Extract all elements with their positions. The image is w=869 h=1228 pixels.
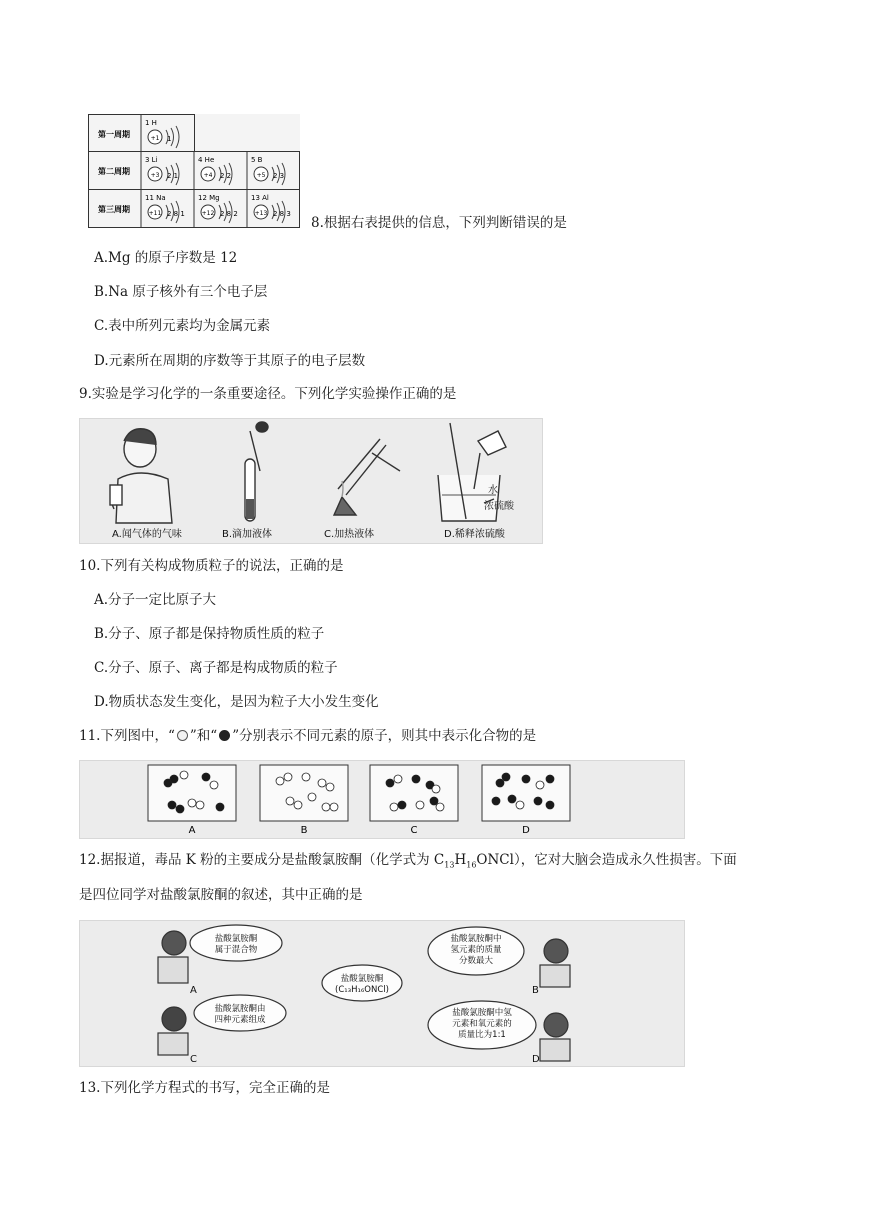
shell-electrons: 2 8 2 [220, 210, 238, 218]
bubble-c-line2: 四种元素组成 [214, 1015, 266, 1025]
black-atom [522, 775, 530, 783]
white-atom [302, 773, 310, 781]
label-acid: 浓硫酸 [484, 501, 514, 512]
white-atom [432, 785, 440, 793]
black-atom [412, 775, 420, 783]
black-atom [430, 797, 438, 805]
shell-electrons: 2 1 [167, 172, 179, 180]
white-atom [180, 771, 188, 779]
q8-option-a: A.Mg 的原子序数是 12 [94, 250, 238, 266]
q13-stem: 13.下列化学方程式的书写，完全正确的是 [79, 1080, 330, 1096]
shell-electrons: 2 8 3 [273, 210, 291, 218]
white-atom [516, 801, 524, 809]
white-atom [318, 779, 326, 787]
shell-electrons: 2 8 1 [167, 210, 185, 218]
nucleus-charge: +11 [148, 210, 162, 217]
student-label-a: A [190, 985, 197, 996]
box-label-a: A [188, 825, 196, 836]
row-label-3: 第三周期 [98, 205, 130, 214]
q8-stem: 8.根据右表提供的信息，下列判断错误的是 [311, 215, 567, 231]
label-water: 水 [488, 485, 498, 496]
q12-stem-line1: 12.据报道，毒品 K 粉的主要成分是盐酸氯胺酮（化学式为 $C_{13}H_{16}ONCl$），它对大脑会造成永久性损害。下面 [79, 852, 737, 870]
q11-stem: 11.下列图中，“ ”和“ ”分别表示不同元素的原子，则其中表示化合物的是 [79, 728, 537, 744]
q11-molecule-figure [79, 760, 685, 839]
shell-electrons: 1 [167, 135, 172, 143]
center-title: 盐酸氯胺酮 [340, 974, 384, 984]
bubble-a-line2: 属于混合物 [214, 945, 258, 955]
atom-label: 1 H [145, 119, 157, 127]
atom-label: 4 He [198, 156, 215, 164]
white-atom [188, 799, 196, 807]
black-atom [546, 775, 554, 783]
caption-b: B.滴加液体 [222, 529, 273, 540]
white-atom [330, 803, 338, 811]
bubble-c-line1: 盐酸氯胺酮由 [214, 1004, 266, 1014]
black-atom [168, 801, 176, 809]
nucleus-charge: +4 [203, 172, 213, 179]
q10-option-a: A.分子一定比原子大 [94, 592, 217, 608]
black-atom [534, 797, 542, 805]
nucleus-charge: +5 [256, 172, 266, 179]
atom-label: 11 Na [145, 194, 166, 202]
student-label-d: D [532, 1054, 540, 1065]
black-atom [398, 801, 406, 809]
heating-tube-illustration [334, 439, 400, 515]
white-atom [286, 797, 294, 805]
white-atom [284, 773, 292, 781]
bubble-b-line1: 盐酸氯胺酮中 [450, 934, 502, 944]
nucleus-charge: +1 [150, 135, 160, 142]
q10-stem: 10.下列有关构成物质粒子的说法，正确的是 [79, 558, 344, 574]
white-atom [536, 781, 544, 789]
white-atom [308, 793, 316, 801]
row-label-1: 第一周期 [98, 130, 130, 139]
white-atom [390, 803, 398, 811]
white-atom [294, 801, 302, 809]
bubble-d-line3: 质量比为1:1 [458, 1030, 506, 1040]
student-label-b: B [532, 985, 539, 996]
white-atom-icon [177, 730, 188, 741]
shell-electrons: 2 3 [273, 172, 285, 180]
atom-label: 3 Li [145, 156, 158, 164]
black-atom [202, 773, 210, 781]
black-atom [546, 801, 554, 809]
black-atom [492, 797, 500, 805]
q8-option-c: C.表中所列元素均为金属元素 [94, 318, 271, 334]
box-label-b: B [300, 825, 308, 836]
white-atom [196, 801, 204, 809]
caption-d: D.稀释浓硫酸 [444, 529, 505, 540]
q9-lab-figure [79, 418, 543, 544]
box-label-c: C [410, 825, 418, 836]
boy-smelling-illustration [110, 429, 172, 523]
q12-stem-line2: 是四位同学对盐酸氯胺酮的叙述，其中正确的是 [79, 887, 363, 903]
q10-option-d: D.物质状态发生变化，是因为粒子大小发生变化 [94, 694, 379, 710]
student-label-c: C [190, 1054, 197, 1065]
q8-option-b: B.Na 原子核外有三个电子层 [94, 284, 268, 300]
white-atom [436, 803, 444, 811]
row-label-2: 第二周期 [98, 167, 130, 176]
bubble-b-line3: 分数最大 [458, 956, 494, 966]
atom-label: 13 Al [251, 194, 269, 202]
nucleus-charge: +13 [254, 210, 268, 217]
white-atom [326, 783, 334, 791]
q12-students-figure [79, 920, 685, 1067]
q9-stem: 9.实验是学习化学的一条重要途径。下列化学实验操作正确的是 [79, 386, 457, 402]
black-atom [508, 795, 516, 803]
nucleus-charge: +12 [201, 210, 215, 217]
black-atom [170, 775, 178, 783]
atom-label: 12 Mg [198, 194, 220, 202]
q8-option-d: D.元素所在周期的序数等于其原子的电子层数 [94, 353, 366, 369]
white-atom [276, 777, 284, 785]
q10-option-c: C.分子、原子、离子都是构成物质的粒子 [94, 660, 338, 676]
nucleus-charge: +3 [150, 172, 160, 179]
white-atom [394, 775, 402, 783]
black-atom [176, 805, 184, 813]
black-atom [216, 803, 224, 811]
bubble-d-line2: 元素和氧元素的 [452, 1019, 512, 1029]
center-formula: (C₁₃H₁₆ONCl) [335, 985, 389, 995]
black-atom-icon [219, 730, 230, 741]
white-atom [322, 803, 330, 811]
caption-c: C.加热液体 [324, 529, 375, 540]
periodic-table-figure [88, 114, 300, 228]
q10-option-b: B.分子、原子都是保持物质性质的粒子 [94, 626, 325, 642]
bubble-d-line1: 盐酸氯胺酮中氢 [452, 1008, 512, 1018]
dropper-test-tube-illustration [245, 422, 268, 521]
caption-a: A.闻气体的气味 [112, 529, 182, 540]
black-atom [386, 779, 394, 787]
bubble-a-line1: 盐酸氯胺酮 [214, 934, 258, 944]
black-atom [502, 773, 510, 781]
black-atom [496, 779, 504, 787]
bubble-b-line2: 氢元素的质量 [450, 945, 502, 955]
white-atom [416, 801, 424, 809]
shell-electrons: 2 2 [220, 172, 232, 180]
atom-label: 5 B [251, 156, 263, 164]
white-atom [210, 781, 218, 789]
box-label-d: D [522, 825, 530, 836]
